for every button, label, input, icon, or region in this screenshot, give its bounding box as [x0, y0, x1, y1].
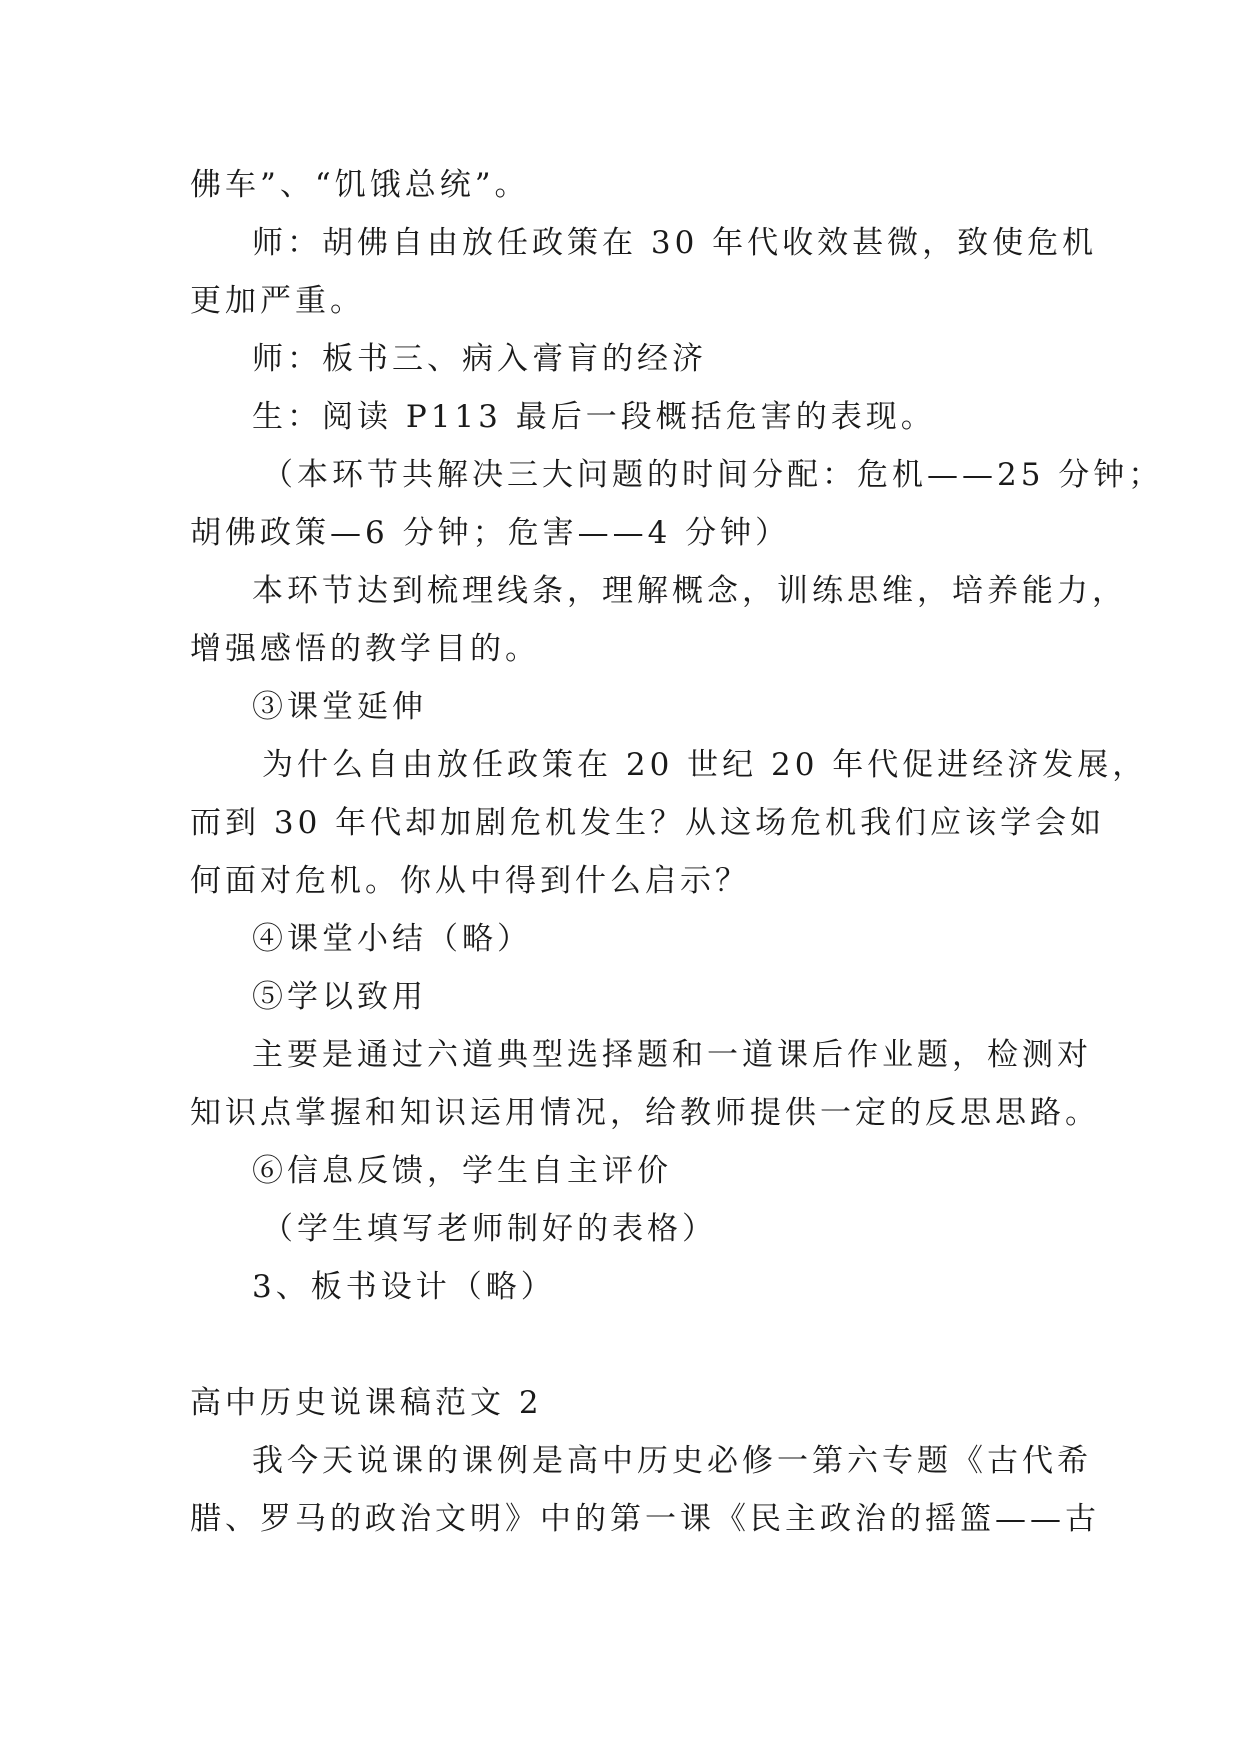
text-line: 生：阅读 P113 最后一段概括危害的表现。: [252, 399, 936, 435]
text-line: 为什么自由放任政策在 20 世纪 20 年代促进经济发展，: [262, 747, 1148, 783]
text-line: 增强感悟的教学目的。: [190, 631, 540, 667]
text-line: 师：胡佛自由放任政策在 30 年代收效甚微，致使危机: [252, 225, 1098, 261]
text-line: 而到 30 年代却加剧危机发生？从这场危机我们应该学会如: [190, 805, 1106, 841]
text-line: 师：板书三、病入膏肓的经济: [252, 341, 707, 377]
text-line: 胡佛政策—6 分钟；危害——4 分钟）: [190, 515, 791, 551]
text-line: （学生填写老师制好的表格）: [262, 1211, 717, 1247]
section-heading: 3、板书设计（略）: [252, 1269, 556, 1305]
text-line: 本环节达到梳理线条，理解概念，训练思维，培养能力，: [252, 573, 1127, 609]
section-heading: ⑤学以致用: [252, 979, 427, 1015]
text-line: 何面对危机。你从中得到什么启示？: [190, 863, 750, 899]
text-line: （本环节共解决三大问题的时间分配：危机——25 分钟；: [262, 457, 1164, 493]
text-line: 知识点掌握和知识运用情况，给教师提供一定的反思思路。: [190, 1095, 1100, 1131]
article-title: 高中历史说课稿范文 2: [190, 1385, 543, 1421]
text-line: 更加严重。: [190, 283, 365, 319]
section-heading: ⑥信息反馈，学生自主评价: [252, 1153, 672, 1189]
text-line: 主要是通过六道典型选择题和一道课后作业题，检测对: [252, 1037, 1092, 1073]
section-heading: ④课堂小结（略）: [252, 921, 532, 957]
text-line: 佛车”、“饥饿总统”。: [190, 167, 530, 203]
section-heading: ③课堂延伸: [252, 689, 427, 725]
text-line: 我今天说课的课例是高中历史必修一第六专题《古代希: [252, 1443, 1092, 1479]
text-line: 腊、罗马的政治文明》中的第一课《民主政治的摇篮——古: [190, 1501, 1100, 1537]
